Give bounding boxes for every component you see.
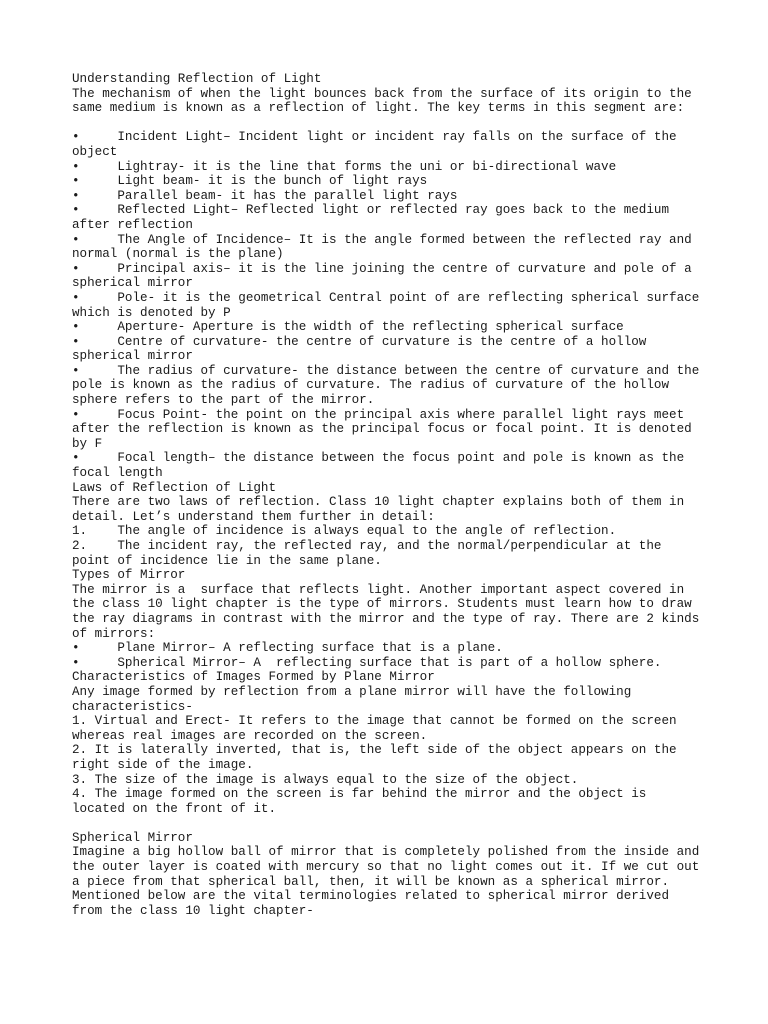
text-line: of mirrors: [72,626,156,641]
text-line: • The radius of curvature- the distance between the centre of curvature and the [72,363,700,378]
text-line: Laws of Reflection of Light [72,480,277,495]
text-line: • Lightray- it is the line that forms the uni or bi-directional wave [72,159,617,174]
text-line: Spherical Mirror [72,830,193,845]
text-line: from the class 10 light chapter- [72,903,314,918]
text-line: Understanding Reflection of Light [72,72,322,86]
text-line: • Centre of curvature- the centre of curvature is the centre of a hollow [72,334,647,349]
text-line: • The Angle of Incidence– It is the angle formed between the reflected ray and [72,232,692,247]
text-line: Characteristics of Images Formed by Plane Mirror [72,670,435,685]
text-line: sphere refers to the part of the mirror. [72,393,375,408]
text-line: pole is known as the radius of curvature. The radius of curvature of the hollow [72,378,670,393]
text-line: 4. The image formed on the screen is far behind the mirror and the object is [72,787,647,802]
text-line: 3. The size of the image is always equal to the size of the object. [72,772,579,787]
text-line: a piece from that spherical ball, then, it will be known as a spherical mirror. [72,874,670,889]
text-line: The mechanism of when the light bounces back from the surface of its origin to the [72,86,692,101]
text-line: • Parallel beam- it has the parallel light rays [72,188,458,203]
text-line: the outer layer is coated with mercury so that no light comes out it. If we cut out [72,860,700,875]
text-line: • Aperture- Aperture is the width of the reflecting spherical surface [72,320,624,335]
text-line: 1. Virtual and Erect- It refers to the image that cannot be formed on the screen [72,714,677,729]
text-line: which is denoted by P [72,305,231,320]
text-line: right side of the image. [72,757,254,772]
text-line: the class 10 light chapter is the type of mirrors. Students must learn how to draw [72,597,692,612]
text-line: • Spherical Mirror– A reflecting surface that is part of a hollow sphere. [72,655,662,670]
text-line: spherical mirror [72,349,193,364]
text-line: normal (normal is the plane) [72,247,284,262]
text-line: • Focal length– the distance between the focus point and pole is known as the [72,451,685,466]
text-line: 1. The angle of incidence is always equal to the angle of reflection. [72,524,617,539]
text-line: • Light beam- it is the bunch of light rays [72,174,428,189]
text-line: • Principal axis– it is the line joining the centre of curvature and pole of a [72,261,692,276]
text-line: same medium is known as a reflection of light. The key terms in this segment are: [72,101,685,116]
text-line: The mirror is a surface that reflects light. Another important aspect covered in [72,582,685,597]
text-line: spherical mirror [72,276,193,291]
text-line: There are two laws of reflection. Class 10 light chapter explains both of them in [72,495,685,510]
text-line: focal length [72,466,163,481]
text-line: Any image formed by reflection from a plane mirror will have the following [72,684,632,699]
text-line: • Plane Mirror– A reflecting surface that is a plane. [72,641,503,656]
text-line: detail. Let’s understand them further in detail: [72,509,435,524]
blank-line [72,816,708,831]
text-line: point of incidence lie in the same plane. [72,553,382,568]
text-line: located on the front of it. [72,801,277,816]
text-line: Mentioned below are the vital terminologies related to spherical mirror derived [72,889,670,904]
text-line: Imagine a big hollow ball of mirror that is completely polished from the inside and [72,845,700,860]
text-line: 2. The incident ray, the reflected ray, and the normal/perpendicular at the [72,539,662,553]
text-line: • Pole- it is the geometrical Central point of are reflecting spherical surface [72,290,700,305]
text-line: • Incident Light– Incident light or incident ray falls on the surface of the [72,130,677,145]
text-line: after the reflection is known as the principal focus or focal point. It is denoted [72,422,692,437]
text-line: • Focus Point- the point on the principal axis where parallel light rays meet [72,407,685,422]
text-line: 2. It is laterally inverted, that is, the left side of the object appears on the [72,743,677,758]
text-line: after reflection [72,217,193,232]
text-line: by F [72,436,103,451]
document-body [72,72,708,918]
text-line: Types of Mirror [72,568,186,583]
text-line: object [72,144,118,159]
text-line: the ray diagrams in contrast with the mirror and the type of ray. There are 2 kinds [72,611,700,626]
text-line: • Reflected Light– Reflected light or reflected ray goes back to the medium [72,203,670,218]
blank-line [72,116,708,131]
text-line: characteristics- [72,699,193,714]
text-line: whereas real images are recorded on the screen. [72,728,428,743]
